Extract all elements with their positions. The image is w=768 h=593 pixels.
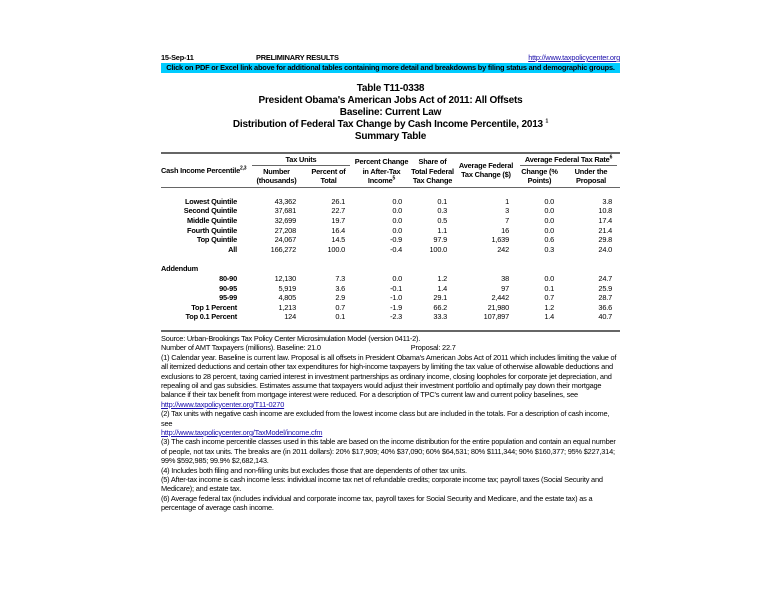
table-cell: 43,362	[274, 196, 296, 206]
table-row	[161, 226, 620, 236]
table-cell: 3.6	[335, 283, 345, 293]
table-cell: 12,130	[274, 273, 296, 283]
table-cell: 10.8	[598, 206, 612, 216]
table-cell: 38	[501, 273, 509, 283]
table-cell: 100.0	[429, 244, 447, 254]
status: PRELIMINARY RESULTS	[256, 53, 339, 62]
table-cell: 0.5	[437, 215, 447, 225]
row-label: Top Quintile	[196, 235, 237, 245]
date: 15-Sep-11	[161, 53, 194, 62]
table-cell: 0.7	[544, 293, 554, 303]
table-cell: -0.9	[390, 235, 402, 245]
table-cell: -2.3	[390, 312, 402, 322]
table-row	[161, 284, 620, 294]
table-cell: 36.6	[598, 302, 612, 312]
amt-note	[161, 343, 620, 352]
baseline: Baseline: Current Law	[339, 107, 442, 118]
table-cell: 0.6	[544, 235, 554, 245]
row-label: Top 1 Percent	[191, 302, 237, 312]
table-cell: 0.0	[392, 206, 402, 216]
table-cell: 21.4	[598, 225, 612, 235]
footnotes	[161, 334, 620, 513]
row-label: 80-90	[219, 273, 237, 283]
table-cell: 1.1	[437, 225, 447, 235]
col-avg-rate: Average Federal Tax Rate$^6$	[520, 155, 617, 166]
table-cell: 1.2	[544, 302, 554, 312]
note-1-link[interactable]: http://www.taxpolicycenter.org/T11-0270	[161, 399, 285, 409]
table-cell: -0.4	[390, 244, 402, 254]
row-label: All	[228, 244, 237, 254]
table-cell: 166,272	[270, 244, 296, 254]
note-3: (3) The cash income percentile classes used in this table are based on the income distribution for the entire population and contain an equal number of people, not tax units. The breaks are (in 2011 dollars): 20% $17,909; 40% $37,090; 60% $64,531; 80% $111,344; 90% $160,377; 95% $227,314; 99% $592,985; 99.9% $2,682,143.	[161, 437, 616, 466]
table-row	[161, 293, 620, 303]
table-cell: 0.0	[544, 273, 554, 283]
table-id: Table T11-0338	[356, 83, 425, 94]
row-label: Second Quintile	[183, 206, 237, 216]
table-cell: 22.7	[331, 206, 345, 216]
info-banner: Click on PDF or Excel link above for additional tables containing more detail and breakdowns by filing status and demographic groups.	[161, 63, 620, 73]
col-number: Number (thousands)	[249, 167, 304, 188]
col-percentile: Cash Income Percentile$^{2,3}$	[161, 155, 249, 187]
amt-baseline: Number of AMT Taxpayers (millions). Baseline: 21.0	[161, 343, 321, 353]
table-cell: 1.4	[544, 312, 554, 322]
table-cell: 0.3	[544, 244, 554, 254]
table-cell: 0.0	[392, 225, 402, 235]
row-label: Top 0.1 Percent	[185, 312, 237, 322]
col-rate-change: Change (% Points)	[517, 167, 562, 188]
table-cell: 0.1	[437, 196, 447, 206]
table-row	[161, 206, 620, 216]
table-title: President Obama's American Jobs Act of 2011: All Offsets	[258, 95, 523, 106]
table-cell: 1.2	[437, 273, 447, 283]
note-4: (4) Includes both filing and non-filing units but excludes those that are dependents of other tax units.	[161, 465, 467, 475]
table-cell: 0.0	[392, 273, 402, 283]
subtitle-text: Distribution of Federal Tax Change by Cash Income Percentile, 2013	[232, 119, 543, 130]
table-and-notes	[161, 152, 620, 513]
table-cell: 1,213	[278, 302, 296, 312]
table-row	[161, 197, 620, 207]
col-tax-units: Tax Units	[252, 155, 350, 166]
table-cell: 14.5	[331, 235, 345, 245]
note-1: (1) Calendar year. Baseline is current law. Proposal is all offsets in President Obama's American Jobs Act of 2011 which includes limiting the value of all itemized deductions and certain other tax expenditures for high-income taxpayers by limiting the tax value of otherwise allowable deductions and exclusions to 28 percent, taxing carried interest in investment partnerships as ordinary income, closing loopholes for corporate jet depreciation, and repealing oil and gas subsidies. Estimates assume that taxpayers would adjust their investment portfolio and optimally pay down their mortgage balance if their tax benefit from mortgage interest were reduced. For a description of TPC's current law and current policy baselines, see	[161, 352, 617, 400]
table-cell: 7	[505, 215, 509, 225]
table-cell: 0.0	[544, 225, 554, 235]
table-row	[161, 235, 620, 245]
row-label: 95-99	[219, 293, 237, 303]
table-cell: 16.4	[331, 225, 345, 235]
col-pct-change: Percent Change in After-Tax Income$^5$	[353, 155, 410, 187]
note-2-link[interactable]: http://www.taxpolicycenter.org/TaxModel/income.cfm	[161, 427, 323, 437]
table-cell: 124	[284, 312, 296, 322]
footnote-ref: 1	[545, 118, 549, 125]
table-cell: 1.4	[437, 283, 447, 293]
table-cell: -1.9	[390, 302, 402, 312]
table-cell: 27,208	[274, 225, 296, 235]
table-cell: 66.2	[433, 302, 447, 312]
table-cell: 26.1	[331, 196, 345, 206]
addendum-label: Addendum	[161, 264, 198, 274]
table-cell: 107,897	[483, 312, 509, 322]
table-cell: 97	[501, 283, 509, 293]
table-cell: 24,067	[274, 235, 296, 245]
table-cell: 32,699	[274, 215, 296, 225]
table-cell: 0.0	[544, 206, 554, 216]
table-cell: 2.9	[335, 293, 345, 303]
table-cell: 3	[505, 206, 509, 216]
table-cell: 0.0	[544, 196, 554, 206]
table-cell: 25.9	[598, 283, 612, 293]
table-cell: 24.0	[598, 244, 612, 254]
summary-label: Summary Table	[354, 131, 427, 142]
row-label: Middle Quintile	[187, 215, 237, 225]
summary-table	[161, 152, 620, 332]
table-cell: 19.7	[331, 215, 345, 225]
row-label: Fourth Quintile	[187, 225, 237, 235]
note-2: (2) Tax units with negative cash income are excluded from the lowest income class but are included in the totals. For a description of cash income, see	[161, 409, 610, 428]
table-cell: 37,681	[274, 206, 296, 216]
table-cell: -0.1	[390, 283, 402, 293]
col-pct-total: Percent of Total	[304, 167, 353, 188]
table-cell: 40.7	[598, 312, 612, 322]
table-cell: 3.8	[602, 196, 612, 206]
table-cell: 4,805	[278, 293, 296, 303]
table-cell: 97.9	[433, 235, 447, 245]
table-row	[161, 245, 620, 255]
table-cell: 28.7	[598, 293, 612, 303]
table-cell: 5,919	[278, 283, 296, 293]
table-row	[161, 312, 620, 322]
row-label: Lowest Quintile	[184, 196, 237, 206]
col-avg-change: Average Federal Tax Change ($)	[455, 155, 517, 187]
table-cell: 0.7	[335, 302, 345, 312]
amt-proposal: Proposal: 22.7	[410, 343, 456, 353]
table-cell: 1,639	[491, 235, 509, 245]
table-cell: 0.1	[544, 283, 554, 293]
table-row	[161, 216, 620, 226]
table-cell: 0.3	[437, 206, 447, 216]
table-cell: 2,442	[491, 293, 509, 303]
table-cell: -1.0	[390, 293, 402, 303]
page-header	[161, 53, 620, 63]
table-cell: 7.3	[335, 273, 345, 283]
table-cell: 29.1	[433, 293, 447, 303]
table-cell: 0.0	[392, 196, 402, 206]
table-row	[161, 274, 620, 284]
col-rate-under: Under the Proposal	[562, 167, 620, 188]
col-share: Share of Total Federal Tax Change	[410, 155, 455, 187]
table-cell: 242	[497, 244, 509, 254]
table-cell: 0.0	[544, 215, 554, 225]
subtitle	[161, 119, 620, 131]
note-6: (6) Average federal tax (includes individual and corporate income tax, payroll taxes for Social Security and Medicare, and the estate tax) as a percentage of average cash income.	[161, 493, 593, 513]
table-cell: 17.4	[598, 215, 612, 225]
table-cell: 24.7	[598, 273, 612, 283]
table-cell: 21,980	[487, 302, 509, 312]
table-cell: 33.3	[433, 312, 447, 322]
row-label: 90-95	[219, 283, 237, 293]
site-link[interactable]: http://www.taxpolicycenter.org	[528, 53, 620, 62]
table-cell: 16	[501, 225, 509, 235]
table-cell: 29.8	[598, 235, 612, 245]
source-note: Source: Urban-Brookings Tax Policy Center Microsimulation Model (version 0411-2).	[161, 333, 421, 343]
table-cell: 1	[505, 196, 509, 206]
table-cell: 0.0	[392, 215, 402, 225]
table-cell: 0.1	[335, 312, 345, 322]
table-cell: 100.0	[327, 244, 345, 254]
table-row	[161, 303, 620, 313]
note-5: (5) After-tax income is cash income less: individual income tax net of refundable credits; corporate income tax; payroll taxes (Social Security and Medicare); and estate tax.	[161, 475, 603, 494]
